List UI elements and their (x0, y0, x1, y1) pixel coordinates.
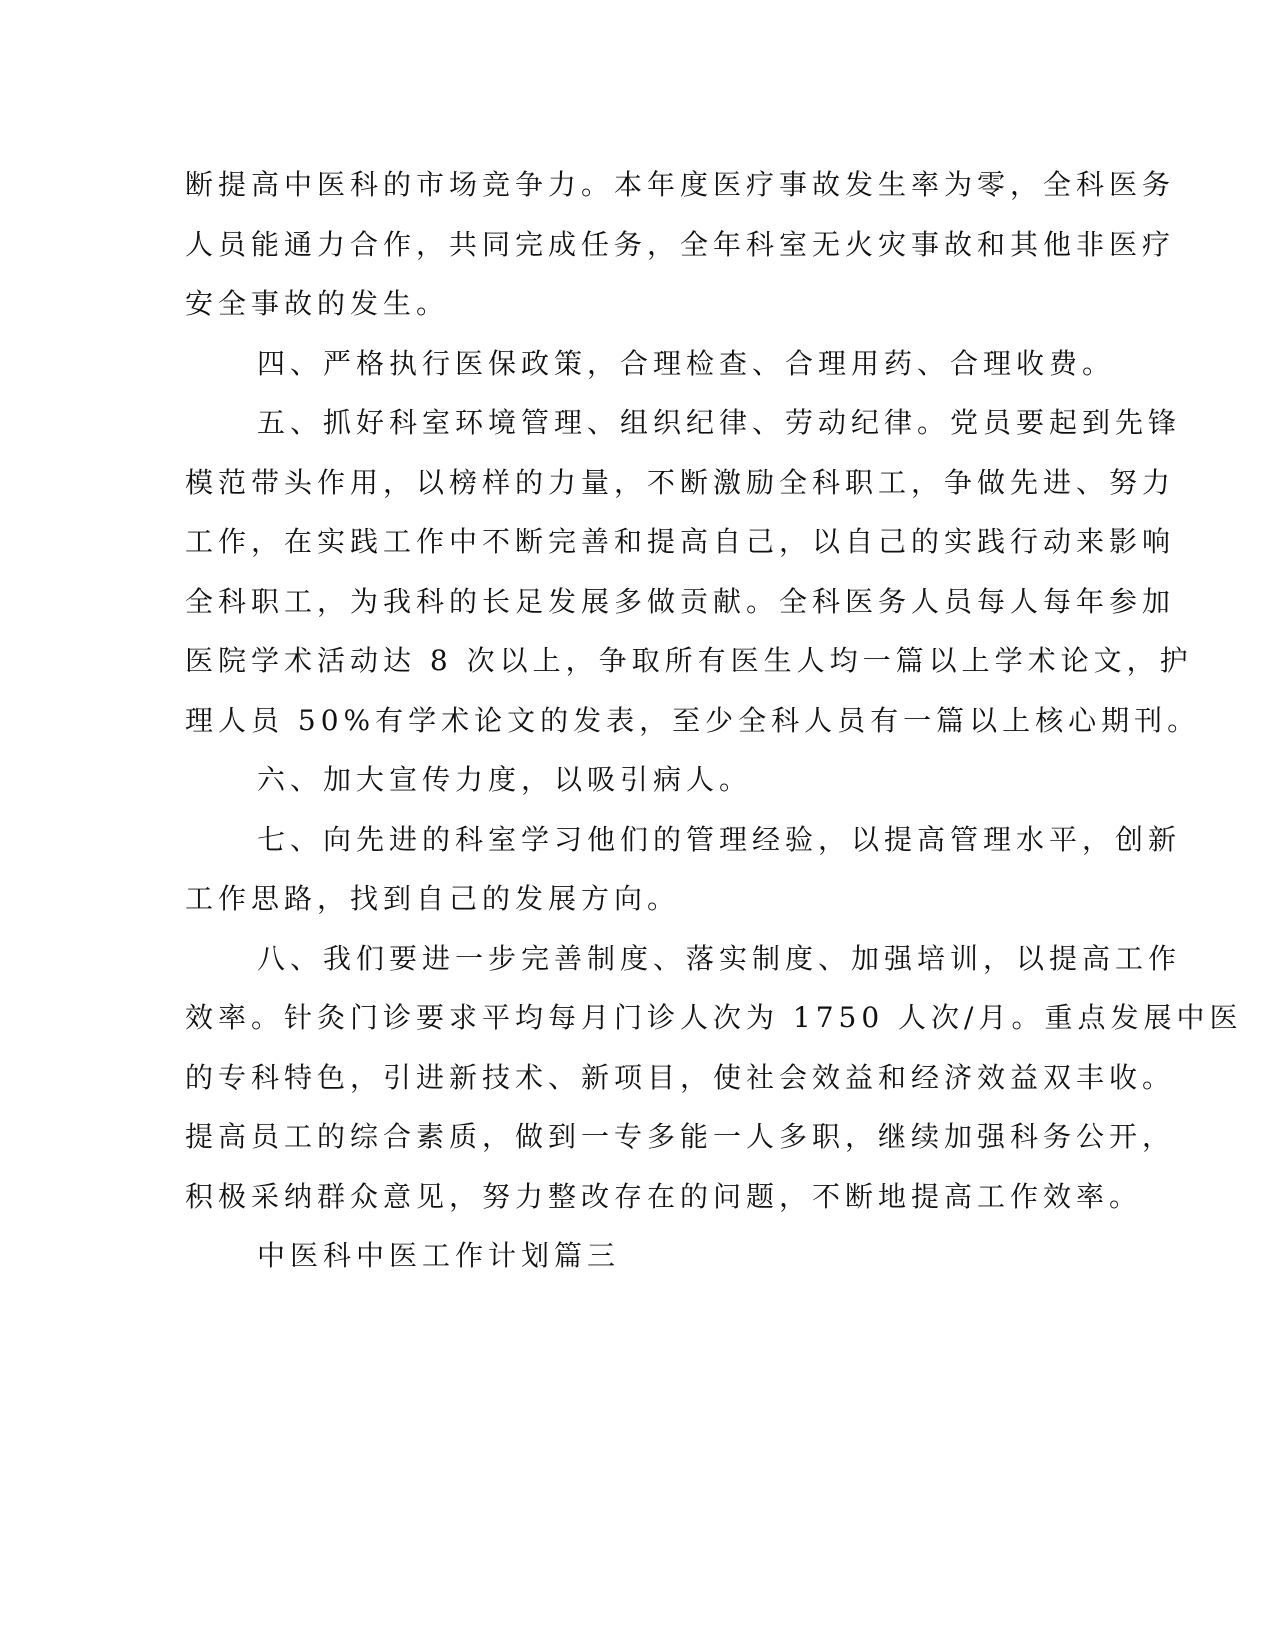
text-line: 安全事故的发生。 (185, 287, 450, 320)
paragraph-item-eight: 八、我们要进一步完善制度、落实制度、加强培训，以提高工作 (257, 941, 1182, 975)
paragraph-item-four: 四、严格执行医保政策，合理检查、合理用药、合理收费。 (257, 346, 1116, 380)
paragraph-item-six: 六、加大宣传力度，以吸引病人。 (257, 763, 753, 796)
text-line: 全科职工，为我科的长足发展多做贡献。全科医务人员每人每年参加 (185, 584, 1176, 618)
text-line: 积极采纳群众意见，努力整改存在的问题，不断地提高工作效率。 (185, 1179, 1143, 1213)
paragraph-item-seven: 七、向先进的科室学习他们的管理经验，以提高管理水平，创新 (257, 822, 1182, 856)
text-line: 工作，在实践工作中不断完善和提高自己，以自己的实践行动来影响 (185, 525, 1176, 558)
text-line: 的专科特色，引进新技术、新项目，使社会效益和经济效益双丰收。 (185, 1060, 1176, 1094)
paragraph-item-five: 五、抓好科室环境管理、组织纪律、劳动纪律。党员要起到先锋 (257, 406, 1182, 439)
text-line: 人员能通力合作，共同完成任务，全年科室无火灾事故和其他非医疗 (185, 227, 1176, 261)
document-body (185, 155, 1243, 1286)
text-line: 效率。针灸门诊要求平均每月门诊人次为 1750 人次/月。重点发展中医 (185, 1001, 1243, 1034)
text-line: 理人员 50%有学术论文的发表，至少全科人员有一篇以上核心期刊。 (185, 703, 1201, 737)
text-line: 模范带头作用，以榜样的力量，不断激励全科职工，争做先进、努力 (185, 465, 1176, 499)
section-heading: 中医科中医工作计划篇三 (257, 1239, 621, 1272)
text-line: 工作思路，找到自己的发展方向。 (185, 882, 681, 915)
text-line: 医院学术活动达 8 次以上，争取所有医生人均一篇以上学术论文，护 (185, 644, 1193, 677)
text-line: 提高员工的综合素质，做到一专多能一人多职，继续加强科务公开， (185, 1120, 1176, 1153)
text-line: 断提高中医科的市场竞争力。本年度医疗事故发生率为零，全科医务 (185, 168, 1176, 201)
